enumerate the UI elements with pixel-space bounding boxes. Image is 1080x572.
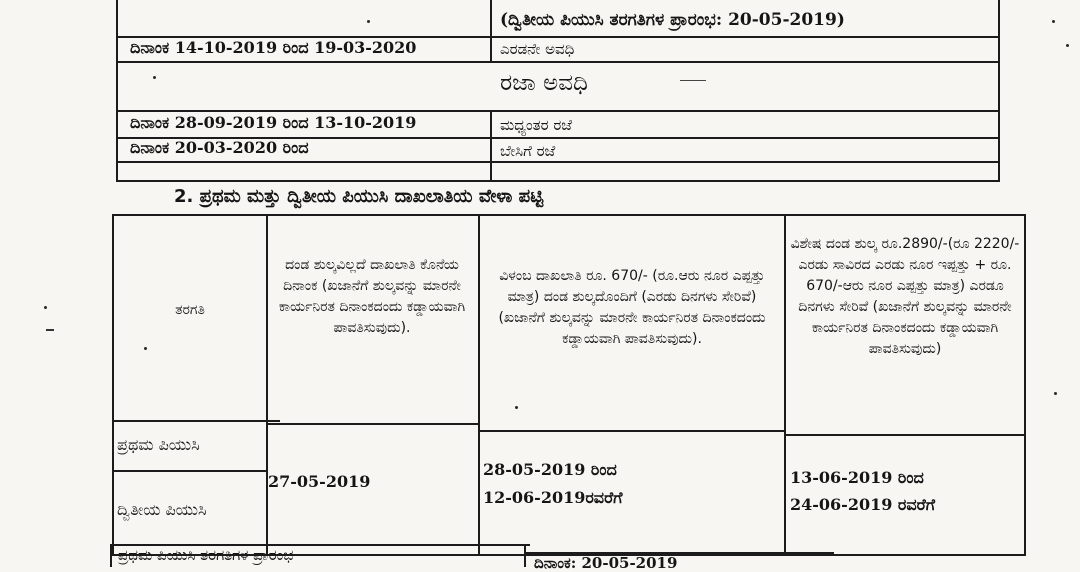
section-title: 2. ಪ್ರಥಮ ಮತ್ತು ದ್ವಿತೀಯ ಪಿಯುಸಿ ದಾಖಲಾತಿಯ ವೇಳಾ ಪಟ್ಟಿ — [174, 186, 544, 207]
late-admission-end: 12-06-2019ರವರೆಗೆ — [483, 488, 623, 507]
special-fine-start: 13-06-2019 ರಿಂದ — [790, 468, 924, 487]
second-term-dates: ದಿನಾಂಕ 14-10-2019 ರಿಂದ 19-03-2020 — [130, 38, 417, 57]
scan-speck — [1052, 20, 1055, 23]
special-fine-end: 24-06-2019 ರವರೆಗೆ — [790, 495, 936, 514]
midterm-break-label: ಮಧ್ಯಂತರ ರಜೆ — [500, 116, 572, 134]
holiday-period-heading: ರಜಾ ಅವಧಿ — [500, 70, 588, 96]
header-special-fine: ವಿಶೇಷ ದಂಡ ಶುಲ್ಕ ರೂ.2890/-(ರೂ 2220/- ಎರಡು ಸಾವಿರದ ಎರಡು ನೂರ ಇಪ್ಪತ್ತು + ರೂ. 670/-ಆರು ನೂರ ಎಪ್ಪತ್ತು ಮಾತ್ರ) ಎರಡೂ ದಿನಗಳು ಸೇರಿವೆ (ಖಜಾನೆಗೆ ಶುಲ್ಕವನ್ನು ಮಾರನೇ ಕಾರ್ಯನಿರತ ದಿನಾಂಕದಂದು ಕಡ್ಡಾಯವಾಗಿ ಪಾವತಿಸುವುದು) — [790, 236, 1020, 357]
scan-speck — [1066, 44, 1069, 47]
header-class: ತರಗತಿ — [175, 302, 205, 318]
header-late-admission-fine: ವಿಳಂಬ ದಾಖಲಾತಿ ರೂ. 670/- (ರೂ.ಆರು ನೂರ ಎಪ್ಪತ್ತು ಮಾತ್ರ) ದಂಡ ಶುಲ್ಕದೊಂದಿಗೆ (ಎರಡು ದಿನಗಳು ಸೇರಿವೆ) (ಖಜಾನೆಗೆ ಶುಲ್ಕವನ್ನು ಮಾರನೇ ಕಾರ್ಯನಿರತ ದಿನಾಂಕದಂದು ಕಡ್ಡಾಯವಾಗಿ ಪಾವತಿಸುವುದು). — [498, 268, 766, 347]
midterm-break-dates: ದಿನಾಂಕ 28-09-2019 ರಿಂದ 13-10-2019 — [130, 113, 417, 132]
scan-speck — [44, 306, 47, 309]
scan-speck — [367, 20, 370, 23]
last-date-no-fine: 27-05-2019 — [268, 472, 371, 491]
scan-speck — [144, 347, 147, 350]
scan-speck — [1054, 392, 1057, 395]
second-puc-start-note: (ದ್ವಿತೀಯ ಪಿಯುಸಿ ತರಗತಿಗಳ ಪ್ರಾರಂಭ: 20-05-2019) — [500, 10, 845, 30]
second-term-label: ಎರಡನೇ ಅವಧಿ — [500, 40, 575, 58]
scan-mark — [46, 329, 54, 331]
first-puc-start-label: ಪ್ರಥಮ ಪಿಯುಸಿ ತರಗತಿಗಳ ಪ್ರಾರಂಭ — [118, 546, 294, 564]
scan-speck — [153, 76, 156, 79]
decorative-dash — [680, 80, 706, 81]
summer-break-dates: ದಿನಾಂಕ 20-03-2020 ರಿಂದ — [130, 138, 309, 157]
header-last-date-no-fine: ದಂಡ ಶುಲ್ಕವಿಲ್ಲದೆ ದಾಖಲಾತಿ ಕೊನೆಯ ದಿನಾಂಕ (ಖಜಾನೆಗೆ ಶುಲ್ಕವನ್ನು ಮಾರನೇ ಕಾರ್ಯನಿರತ ದಿನಾಂಕದಂದು ಕಡ್ಡಾಯವಾಗಿ ಪಾವತಿಸುವುದು). — [278, 257, 466, 336]
first-puc-start-date: ದಿನಾಂಕ: 20-05-2019 — [534, 554, 678, 572]
summer-break-label: ಬೇಸಿಗೆ ರಜೆ — [500, 142, 556, 160]
scan-speck — [515, 406, 518, 409]
class-first-puc: ಪ್ರಥಮ ಪಿಯುಸಿ — [117, 435, 200, 454]
late-admission-start: 28-05-2019 ರಿಂದ — [483, 460, 617, 479]
class-second-puc: ದ್ವಿತೀಯ ಪಿಯುಸಿ — [117, 500, 207, 519]
